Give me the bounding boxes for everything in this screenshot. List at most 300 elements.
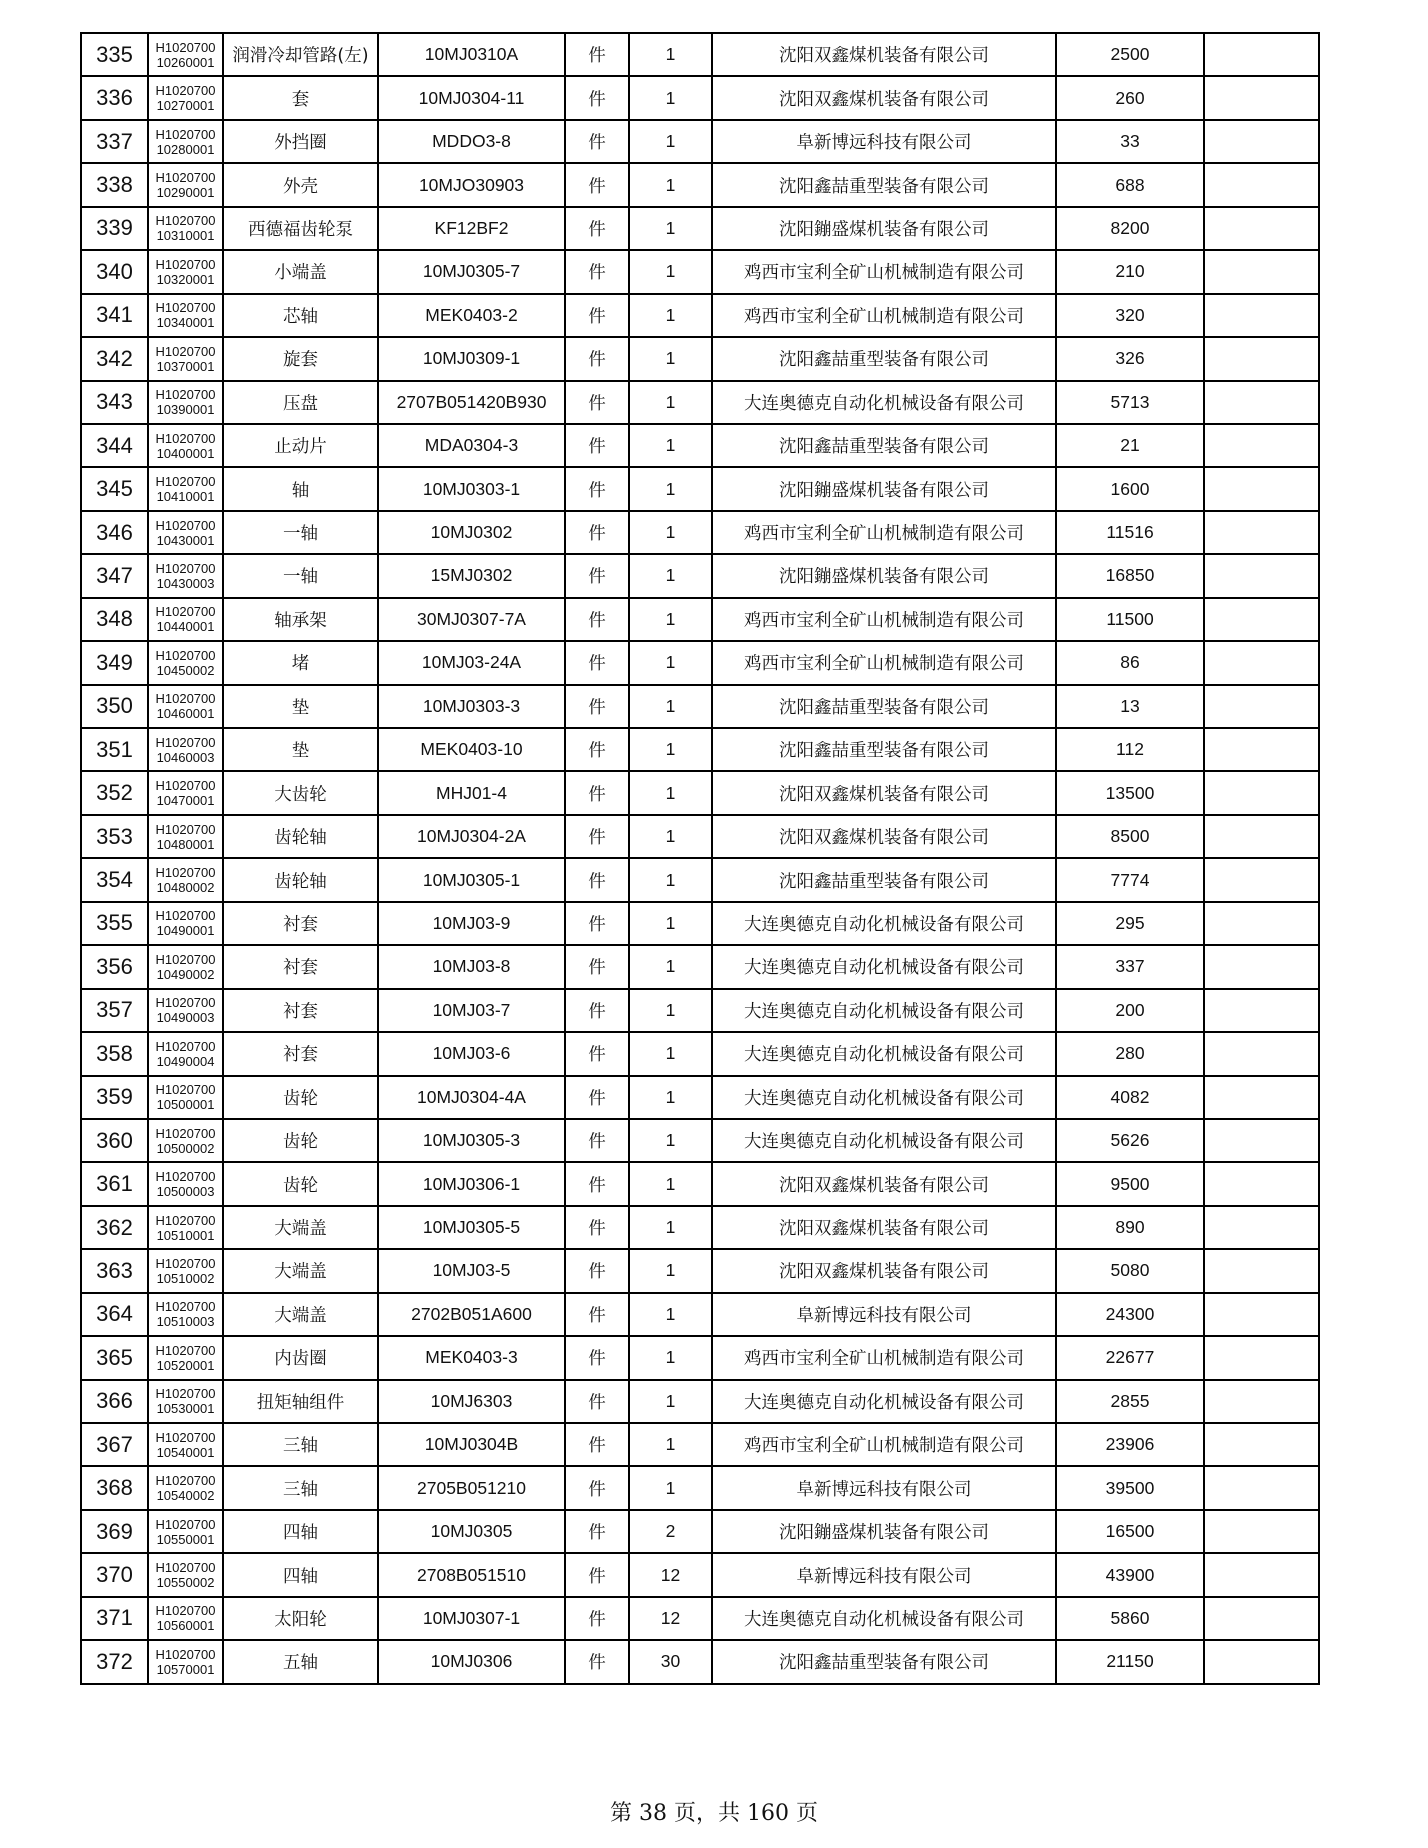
quantity-cell: 1 (629, 641, 712, 684)
price-cell: 11516 (1056, 511, 1204, 554)
row-number-cell: 337 (81, 120, 148, 163)
unit-cell: 件 (565, 33, 629, 76)
table-row (81, 945, 1319, 988)
remark-cell (1204, 1553, 1319, 1596)
row-number-cell: 366 (81, 1380, 148, 1423)
part-model-cell: 10MJ0305-7 (378, 250, 565, 293)
price-cell: 5713 (1056, 381, 1204, 424)
unit-cell: 件 (565, 1640, 629, 1683)
part-model-cell: 10MJ03-7 (378, 989, 565, 1032)
table-row (81, 1466, 1319, 1509)
quantity-cell: 1 (629, 76, 712, 119)
material-code-cell (148, 33, 223, 76)
remark-cell (1204, 294, 1319, 337)
part-name-cell: 齿轮 (223, 1119, 378, 1162)
quantity-cell: 2 (629, 1510, 712, 1553)
part-model-cell: MDA0304-3 (378, 424, 565, 467)
material-code-cell (148, 424, 223, 467)
price-cell: 43900 (1056, 1553, 1204, 1596)
material-code-line2: 10390001 (156, 402, 215, 418)
table-row (81, 337, 1319, 380)
remark-cell (1204, 207, 1319, 250)
row-number-cell: 352 (81, 771, 148, 814)
quantity-cell: 1 (629, 1162, 712, 1205)
material-code-line2: 10280001 (156, 141, 215, 157)
material-code-cell (148, 120, 223, 163)
table-row (81, 1510, 1319, 1553)
material-code-line1: H1020700 (155, 1603, 216, 1619)
supplier-cell: 沈阳鑫喆重型装备有限公司 (712, 728, 1056, 771)
row-number-cell: 338 (81, 163, 148, 206)
part-name-cell: 套 (223, 76, 378, 119)
material-code-line1: H1020700 (155, 1646, 216, 1662)
material-code-cell (148, 467, 223, 510)
material-code-cell (148, 76, 223, 119)
supplier-cell: 鸡西市宝利全矿山机械制造有限公司 (712, 641, 1056, 684)
table-row (81, 1423, 1319, 1466)
row-number-cell: 367 (81, 1423, 148, 1466)
part-name-cell: 衬套 (223, 1032, 378, 1075)
material-code-cell (148, 1076, 223, 1119)
part-name-cell: 齿轮 (223, 1076, 378, 1119)
part-model-cell: 2705B051210 (378, 1466, 565, 1509)
part-model-cell: MDDO3-8 (378, 120, 565, 163)
material-code-line2: 10460003 (156, 749, 215, 765)
quantity-cell: 1 (629, 554, 712, 597)
material-code-line2: 10490001 (156, 923, 215, 939)
quantity-cell: 30 (629, 1640, 712, 1683)
material-code-cell (148, 728, 223, 771)
price-cell: 86 (1056, 641, 1204, 684)
material-code-line2: 10370001 (156, 358, 215, 374)
material-code-cell (148, 1640, 223, 1683)
material-code-line1: H1020700 (155, 604, 216, 620)
row-number-cell: 340 (81, 250, 148, 293)
price-cell: 16850 (1056, 554, 1204, 597)
row-number-cell: 363 (81, 1249, 148, 1292)
material-code-line1: H1020700 (155, 39, 216, 55)
table-row (81, 728, 1319, 771)
table-row (81, 33, 1319, 76)
row-number-cell: 346 (81, 511, 148, 554)
material-code-line1: H1020700 (155, 1560, 216, 1576)
quantity-cell: 1 (629, 1249, 712, 1292)
material-code-line1: H1020700 (155, 908, 216, 924)
part-model-cell: 10MJ0304-11 (378, 76, 565, 119)
part-name-cell: 衬套 (223, 902, 378, 945)
supplier-cell: 沈阳鏰盛煤机装备有限公司 (712, 467, 1056, 510)
remark-cell (1204, 685, 1319, 728)
part-model-cell: 10MJ0304B (378, 1423, 565, 1466)
part-name-cell: 压盘 (223, 381, 378, 424)
unit-cell: 件 (565, 815, 629, 858)
material-code-cell (148, 337, 223, 380)
price-cell: 22677 (1056, 1336, 1204, 1379)
supplier-cell: 沈阳双鑫煤机装备有限公司 (712, 76, 1056, 119)
remark-cell (1204, 1423, 1319, 1466)
quantity-cell: 1 (629, 858, 712, 901)
supplier-cell: 沈阳鏰盛煤机装备有限公司 (712, 1510, 1056, 1553)
part-model-cell: 10MJ03-6 (378, 1032, 565, 1075)
unit-cell: 件 (565, 1380, 629, 1423)
material-code-line1: H1020700 (155, 213, 216, 229)
remark-cell (1204, 1206, 1319, 1249)
price-cell: 33 (1056, 120, 1204, 163)
quantity-cell: 1 (629, 1119, 712, 1162)
unit-cell: 件 (565, 728, 629, 771)
row-number-cell: 353 (81, 815, 148, 858)
row-number-cell: 356 (81, 945, 148, 988)
quantity-cell: 1 (629, 1293, 712, 1336)
unit-cell: 件 (565, 1293, 629, 1336)
part-name-cell: 一轴 (223, 511, 378, 554)
supplier-cell: 沈阳鑫喆重型装备有限公司 (712, 1640, 1056, 1683)
remark-cell (1204, 1466, 1319, 1509)
quantity-cell: 1 (629, 511, 712, 554)
material-code-line1: H1020700 (155, 778, 216, 794)
part-name-cell: 衬套 (223, 989, 378, 1032)
part-name-cell: 垫 (223, 728, 378, 771)
supplier-cell: 大连奥德克自动化机械设备有限公司 (712, 381, 1056, 424)
remark-cell (1204, 1249, 1319, 1292)
part-name-cell: 外挡圈 (223, 120, 378, 163)
row-number-cell: 350 (81, 685, 148, 728)
price-cell: 8200 (1056, 207, 1204, 250)
unit-cell: 件 (565, 76, 629, 119)
row-number-cell: 355 (81, 902, 148, 945)
part-model-cell: 30MJ0307-7A (378, 598, 565, 641)
part-model-cell: MHJ01-4 (378, 771, 565, 814)
table-row (81, 1032, 1319, 1075)
supplier-cell: 沈阳双鑫煤机装备有限公司 (712, 815, 1056, 858)
material-code-cell (148, 1293, 223, 1336)
part-model-cell: 10MJ0306-1 (378, 1162, 565, 1205)
row-number-cell: 335 (81, 33, 148, 76)
price-cell: 112 (1056, 728, 1204, 771)
supplier-cell: 鸡西市宝利全矿山机械制造有限公司 (712, 1336, 1056, 1379)
part-model-cell: 10MJ0305-1 (378, 858, 565, 901)
part-name-cell: 垫 (223, 685, 378, 728)
part-model-cell: 10MJ03-24A (378, 641, 565, 684)
part-model-cell: 10MJ0303-3 (378, 685, 565, 728)
price-cell: 337 (1056, 945, 1204, 988)
price-cell: 260 (1056, 76, 1204, 119)
supplier-cell: 大连奥德克自动化机械设备有限公司 (712, 989, 1056, 1032)
material-code-line2: 10540002 (156, 1488, 215, 1504)
row-number-cell: 343 (81, 381, 148, 424)
supplier-cell: 大连奥德克自动化机械设备有限公司 (712, 945, 1056, 988)
unit-cell: 件 (565, 1032, 629, 1075)
remark-cell (1204, 120, 1319, 163)
material-code-line1: H1020700 (155, 1082, 216, 1098)
supplier-cell: 阜新博远科技有限公司 (712, 1293, 1056, 1336)
part-name-cell: 轴 (223, 467, 378, 510)
material-code-cell (148, 1423, 223, 1466)
remark-cell (1204, 33, 1319, 76)
table-body (81, 33, 1319, 1684)
material-code-line2: 10500001 (156, 1097, 215, 1113)
table-row (81, 902, 1319, 945)
quantity-cell: 1 (629, 207, 712, 250)
part-name-cell: 四轴 (223, 1510, 378, 1553)
row-number-cell: 369 (81, 1510, 148, 1553)
table-row (81, 554, 1319, 597)
part-model-cell: 10MJ03-5 (378, 1249, 565, 1292)
unit-cell: 件 (565, 685, 629, 728)
unit-cell: 件 (565, 641, 629, 684)
table-row (81, 1293, 1319, 1336)
row-number-cell: 359 (81, 1076, 148, 1119)
material-code-cell (148, 1032, 223, 1075)
price-cell: 890 (1056, 1206, 1204, 1249)
material-code-line2: 10430001 (156, 532, 215, 548)
material-code-line1: H1020700 (155, 1473, 216, 1489)
material-code-cell (148, 945, 223, 988)
table-row (81, 1249, 1319, 1292)
material-code-cell (148, 381, 223, 424)
material-code-line1: H1020700 (155, 1169, 216, 1185)
material-code-line1: H1020700 (155, 1038, 216, 1054)
material-code-cell (148, 1162, 223, 1205)
material-code-cell (148, 1206, 223, 1249)
supplier-cell: 沈阳双鑫煤机装备有限公司 (712, 1249, 1056, 1292)
table-row (81, 294, 1319, 337)
part-name-cell: 太阳轮 (223, 1597, 378, 1640)
quantity-cell: 1 (629, 1032, 712, 1075)
material-code-line1: H1020700 (155, 1255, 216, 1271)
part-name-cell: 三轴 (223, 1423, 378, 1466)
supplier-cell: 大连奥德克自动化机械设备有限公司 (712, 1597, 1056, 1640)
part-name-cell: 衬套 (223, 945, 378, 988)
quantity-cell: 1 (629, 685, 712, 728)
quantity-cell: 1 (629, 337, 712, 380)
material-code-line1: H1020700 (155, 343, 216, 359)
material-code-cell (148, 685, 223, 728)
quantity-cell: 1 (629, 1423, 712, 1466)
price-cell: 11500 (1056, 598, 1204, 641)
quantity-cell: 1 (629, 1076, 712, 1119)
supplier-cell: 大连奥德克自动化机械设备有限公司 (712, 1119, 1056, 1162)
table-row (81, 424, 1319, 467)
material-code-line1: H1020700 (155, 1212, 216, 1228)
part-name-cell: 小端盖 (223, 250, 378, 293)
material-code-line2: 10320001 (156, 271, 215, 287)
row-number-cell: 371 (81, 1597, 148, 1640)
part-model-cell: MEK0403-10 (378, 728, 565, 771)
part-name-cell: 一轴 (223, 554, 378, 597)
material-code-line1: H1020700 (155, 170, 216, 186)
material-code-cell (148, 989, 223, 1032)
row-number-cell: 336 (81, 76, 148, 119)
material-code-line2: 10260001 (156, 54, 215, 70)
material-code-cell (148, 1597, 223, 1640)
supplier-cell: 鸡西市宝利全矿山机械制造有限公司 (712, 511, 1056, 554)
part-name-cell: 扭矩轴组件 (223, 1380, 378, 1423)
part-name-cell: 齿轮 (223, 1162, 378, 1205)
material-code-cell (148, 1553, 223, 1596)
price-cell: 326 (1056, 337, 1204, 380)
supplier-cell: 鸡西市宝利全矿山机械制造有限公司 (712, 1423, 1056, 1466)
price-cell: 280 (1056, 1032, 1204, 1075)
remark-cell (1204, 989, 1319, 1032)
remark-cell (1204, 511, 1319, 554)
quantity-cell: 1 (629, 33, 712, 76)
remark-cell (1204, 467, 1319, 510)
supplier-cell: 沈阳鏰盛煤机装备有限公司 (712, 207, 1056, 250)
material-code-line2: 10570001 (156, 1661, 215, 1677)
part-model-cell: 10MJ0306 (378, 1640, 565, 1683)
price-cell: 4082 (1056, 1076, 1204, 1119)
material-code-line1: H1020700 (155, 865, 216, 881)
supplier-cell: 阜新博远科技有限公司 (712, 1553, 1056, 1596)
unit-cell: 件 (565, 858, 629, 901)
part-name-cell: 四轴 (223, 1553, 378, 1596)
supplier-cell: 大连奥德克自动化机械设备有限公司 (712, 1380, 1056, 1423)
remark-cell (1204, 771, 1319, 814)
price-cell: 320 (1056, 294, 1204, 337)
table-row (81, 1162, 1319, 1205)
quantity-cell: 1 (629, 294, 712, 337)
material-code-line2: 10510001 (156, 1227, 215, 1243)
unit-cell: 件 (565, 1466, 629, 1509)
unit-cell: 件 (565, 511, 629, 554)
part-name-cell: 外壳 (223, 163, 378, 206)
part-name-cell: 内齿圈 (223, 1336, 378, 1379)
remark-cell (1204, 1076, 1319, 1119)
material-code-line2: 10340001 (156, 315, 215, 331)
price-cell: 23906 (1056, 1423, 1204, 1466)
supplier-cell: 沈阳鑫喆重型装备有限公司 (712, 424, 1056, 467)
remark-cell (1204, 598, 1319, 641)
material-code-cell (148, 294, 223, 337)
supplier-cell: 鸡西市宝利全矿山机械制造有限公司 (712, 294, 1056, 337)
quantity-cell: 1 (629, 1466, 712, 1509)
row-number-cell: 354 (81, 858, 148, 901)
quantity-cell: 1 (629, 163, 712, 206)
unit-cell: 件 (565, 1206, 629, 1249)
remark-cell (1204, 1597, 1319, 1640)
remark-cell (1204, 554, 1319, 597)
remark-cell (1204, 250, 1319, 293)
unit-cell: 件 (565, 1076, 629, 1119)
table-row (81, 1336, 1319, 1379)
unit-cell: 件 (565, 1510, 629, 1553)
material-code-line1: H1020700 (155, 691, 216, 707)
quantity-cell: 1 (629, 771, 712, 814)
quantity-cell: 1 (629, 815, 712, 858)
remark-cell (1204, 1640, 1319, 1683)
material-code-line2: 10290001 (156, 185, 215, 201)
unit-cell: 件 (565, 250, 629, 293)
quantity-cell: 1 (629, 1206, 712, 1249)
table-row (81, 1206, 1319, 1249)
price-cell: 2855 (1056, 1380, 1204, 1423)
material-code-line1: H1020700 (155, 430, 216, 446)
material-code-line1: H1020700 (155, 1299, 216, 1315)
table-row (81, 511, 1319, 554)
part-name-cell: 三轴 (223, 1466, 378, 1509)
table-row (81, 815, 1319, 858)
table-row (81, 76, 1319, 119)
part-model-cell: 10MJ6303 (378, 1380, 565, 1423)
material-code-line2: 10410001 (156, 489, 215, 505)
remark-cell (1204, 1510, 1319, 1553)
material-code-line1: H1020700 (155, 300, 216, 316)
table-row (81, 381, 1319, 424)
table-row (81, 120, 1319, 163)
remark-cell (1204, 728, 1319, 771)
material-code-line2: 10500002 (156, 1140, 215, 1156)
material-code-line1: H1020700 (155, 517, 216, 533)
remark-cell (1204, 858, 1319, 901)
part-model-cell: 10MJ03-8 (378, 945, 565, 988)
material-code-line2: 10480002 (156, 880, 215, 896)
material-code-cell (148, 902, 223, 945)
quantity-cell: 12 (629, 1553, 712, 1596)
supplier-cell: 大连奥德克自动化机械设备有限公司 (712, 1076, 1056, 1119)
supplier-cell: 沈阳鑫喆重型装备有限公司 (712, 163, 1056, 206)
row-number-cell: 345 (81, 467, 148, 510)
material-code-cell (148, 641, 223, 684)
part-model-cell: 10MJ0305 (378, 1510, 565, 1553)
unit-cell: 件 (565, 1162, 629, 1205)
unit-cell: 件 (565, 294, 629, 337)
unit-cell: 件 (565, 554, 629, 597)
material-code-line2: 10450002 (156, 662, 215, 678)
material-code-line2: 10480001 (156, 836, 215, 852)
remark-cell (1204, 424, 1319, 467)
price-cell: 8500 (1056, 815, 1204, 858)
material-code-line2: 10470001 (156, 793, 215, 809)
material-code-line1: H1020700 (155, 474, 216, 490)
material-code-line2: 10310001 (156, 228, 215, 244)
material-code-cell (148, 815, 223, 858)
unit-cell: 件 (565, 381, 629, 424)
material-code-line2: 10540001 (156, 1444, 215, 1460)
row-number-cell: 339 (81, 207, 148, 250)
part-name-cell: 堵 (223, 641, 378, 684)
part-name-cell: 旋套 (223, 337, 378, 380)
material-code-cell (148, 207, 223, 250)
supplier-cell: 沈阳双鑫煤机装备有限公司 (712, 1162, 1056, 1205)
price-cell: 295 (1056, 902, 1204, 945)
row-number-cell: 349 (81, 641, 148, 684)
table-row (81, 1380, 1319, 1423)
supplier-cell: 阜新博远科技有限公司 (712, 120, 1056, 163)
material-code-line2: 10430003 (156, 575, 215, 591)
supplier-cell: 大连奥德克自动化机械设备有限公司 (712, 902, 1056, 945)
row-number-cell: 368 (81, 1466, 148, 1509)
part-model-cell: 15MJ0302 (378, 554, 565, 597)
remark-cell (1204, 381, 1319, 424)
material-code-line1: H1020700 (155, 995, 216, 1011)
row-number-cell: 358 (81, 1032, 148, 1075)
material-code-cell (148, 598, 223, 641)
supplier-cell: 阜新博远科技有限公司 (712, 1466, 1056, 1509)
material-code-line1: H1020700 (155, 1125, 216, 1141)
part-name-cell: 齿轮轴 (223, 858, 378, 901)
quantity-cell: 1 (629, 120, 712, 163)
part-model-cell: 10MJ0303-1 (378, 467, 565, 510)
supplier-cell: 沈阳鑫喆重型装备有限公司 (712, 858, 1056, 901)
table-row (81, 771, 1319, 814)
unit-cell: 件 (565, 989, 629, 1032)
part-model-cell: 10MJ0304-2A (378, 815, 565, 858)
remark-cell (1204, 163, 1319, 206)
material-code-line2: 10530001 (156, 1401, 215, 1417)
quantity-cell: 1 (629, 1336, 712, 1379)
table-row (81, 1553, 1319, 1596)
